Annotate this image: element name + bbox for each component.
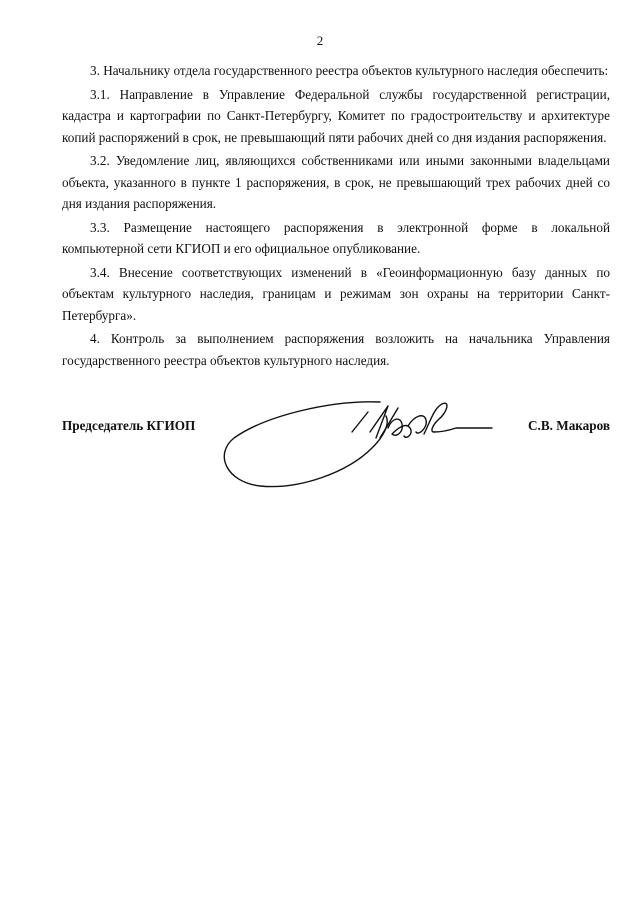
signatory-title: Председатель КГИОП: [62, 418, 196, 433]
paragraph-3-2: 3.2. Уведомление лиц, являющихся собственниками или иными законными владельцами объекта, указанного в пункте 1 распоряжения, в срок, не превышающий трех рабочих дней со дня издания распоряжения.: [62, 153, 610, 211]
handwritten-signature: [220, 398, 495, 498]
paragraph-3-1: 3.1. Направление в Управление Федеральной службы государственной регистрации, кадастра и картографии по Санкт-Петербургу, Комитет по градостроительству и архитектуре копий распоряжений в срок, не превышающий пяти рабочих дней со дня издания распоряжения.: [62, 86, 610, 145]
page-number: 2: [316, 33, 324, 48]
paragraph-3-4: 3.4. Внесение соответствующих изменений в «Геоинформационную базу данных по объектам культурного наследия, границам и режимам зон охраны на территории Санкт-Петербурга».: [62, 264, 610, 323]
paragraph-4: 4. Контроль за выполнением распоряжения возложить на начальника Управления государственного реестра объектов культурного наследия.: [62, 331, 610, 368]
paragraph-3: 3. Начальнику отдела государственного реестра объектов культурного наследия обеспечить:: [90, 63, 609, 78]
document-body: [62, 60, 610, 373]
paragraph-3-3: 3.3. Размещение настоящего распоряжения в электронной форме в локальной компьютерной сети КГИОП и его официальное опубликование.: [62, 219, 610, 256]
signatory-name: С.В. Макаров: [528, 418, 610, 433]
